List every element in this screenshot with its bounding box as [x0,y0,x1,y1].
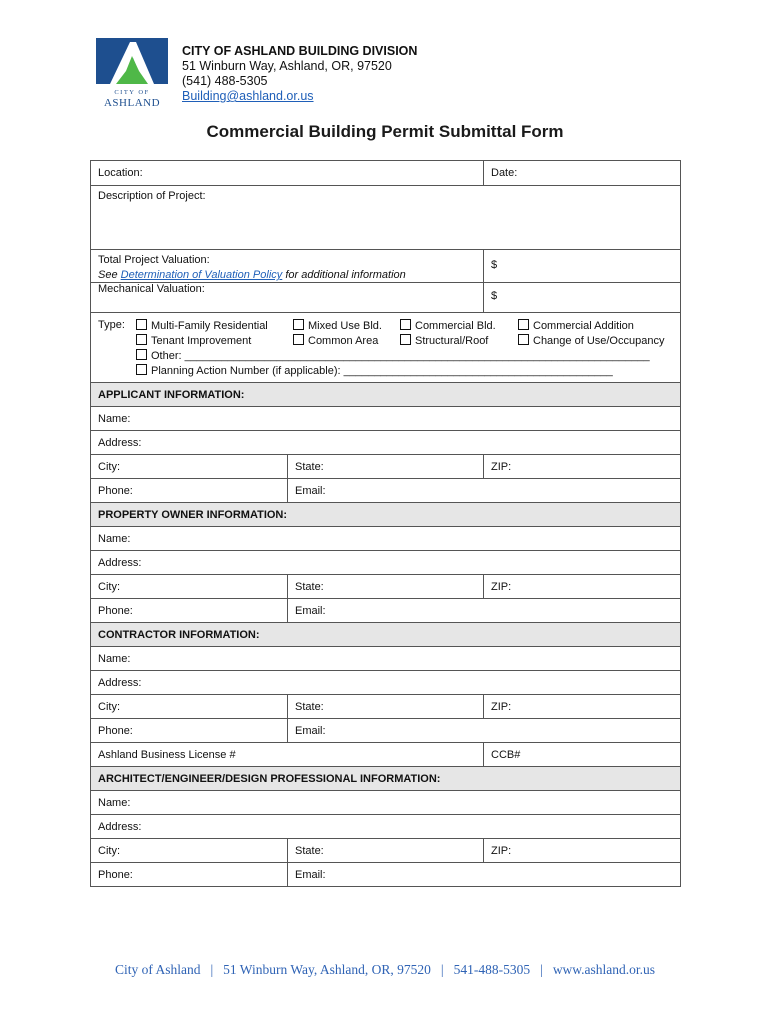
state-label: State: [295,701,324,713]
footer-website-link[interactable]: www.ashland.or.us [552,962,656,977]
city-label: City: [98,701,120,713]
state-field[interactable] [287,695,483,718]
checkbox[interactable] [518,334,529,345]
applicant-phone-row [91,479,680,503]
checkbox[interactable] [136,319,147,330]
zip-label: ZIP: [491,701,512,713]
address-label: Address: [98,437,142,449]
type-option-label: Tenant Improvement [151,335,252,347]
type-option-other[interactable] [136,349,650,362]
valuation-label: Total Project Valuation: [98,254,210,266]
valuation-field [91,250,483,282]
phone-label: Phone: [98,485,133,497]
planning-action-label: Planning Action Number (if applicable): ____________________________________________ [151,365,613,377]
business-license-label: Ashland Business License # [98,749,236,761]
section-owner [91,503,680,527]
type-option-commercial-addition[interactable] [518,319,634,332]
applicant-name-row[interactable] [91,407,680,431]
email-field[interactable] [287,863,680,886]
section-contractor-title: CONTRACTOR INFORMATION: [98,629,260,641]
section-applicant-title: APPLICANT INFORMATION: [98,389,245,401]
contractor-address-row[interactable] [91,671,680,695]
applicant-city-row [91,455,680,479]
phone-field[interactable] [91,599,287,622]
address-label: Address: [98,677,142,689]
org-address: 51 Winburn Way, Ashland, OR, 97520 [182,59,392,73]
ccb-label: CCB# [491,749,521,761]
architect-phone-row [91,863,680,887]
mechanical-amount-field[interactable] [483,283,680,312]
state-field[interactable] [287,839,483,862]
zip-field[interactable] [483,575,680,598]
zip-label: ZIP: [491,461,512,473]
footer-address: 51 Winburn Way, Ashland, OR, 97520 [223,962,431,977]
footer-separator: | [440,962,444,977]
zip-field[interactable] [483,455,680,478]
owner-city-row [91,575,680,599]
mechanical-field [91,283,483,312]
email-field[interactable] [287,479,680,502]
contractor-name-row[interactable] [91,647,680,671]
state-field[interactable] [287,455,483,478]
contractor-license-row [91,743,680,767]
zip-field[interactable] [483,839,680,862]
email-label: Email: [295,605,326,617]
city-label: City: [98,581,120,593]
checkbox[interactable] [136,364,147,375]
contractor-phone-row [91,719,680,743]
city-label: City: [98,845,120,857]
type-option-label: Commercial Bld. [415,320,496,332]
type-option-label: Commercial Addition [533,320,634,332]
permit-form [90,160,681,887]
architect-city-row [91,839,680,863]
checkbox[interactable] [293,319,304,330]
footer-phone: 541-488-5305 [453,962,531,977]
business-license-field[interactable] [91,743,483,766]
phone-field[interactable] [91,863,287,886]
checkbox[interactable] [400,319,411,330]
phone-field[interactable] [91,719,287,742]
city-field[interactable] [91,575,287,598]
architect-address-row[interactable] [91,815,680,839]
footer-city: City of Ashland [114,962,201,977]
letterhead [96,38,696,110]
location-field[interactable] [91,161,483,185]
type-row [91,313,680,383]
valuation-amount-field[interactable] [483,250,680,282]
email-label: Email: [295,485,326,497]
zip-label: ZIP: [491,845,512,857]
checkbox[interactable] [400,334,411,345]
description-field[interactable] [91,186,680,249]
type-option-label: Change of Use/Occupancy [533,335,665,347]
city-label: City: [98,461,120,473]
mechanical-label: Mechanical Valuation: [98,283,205,295]
state-label: State: [295,461,324,473]
email-field[interactable] [287,719,680,742]
org-email-link[interactable]: Building@ashland.or.us [182,89,314,103]
owner-name-row[interactable] [91,527,680,551]
name-label: Name: [98,413,131,425]
email-field[interactable] [287,599,680,622]
valuation-note-suffix: for additional information [282,269,406,281]
checkbox[interactable] [136,349,147,360]
checkbox[interactable] [518,319,529,330]
date-field[interactable] [483,161,680,185]
planning-action-field[interactable] [136,364,613,377]
type-option-change-of-use[interactable] [518,334,664,347]
phone-label: Phone: [98,869,133,881]
checkbox[interactable] [293,334,304,345]
location-row [91,161,680,186]
valuation-note-prefix: See [98,269,121,281]
mechanical-dollar: $ [491,290,498,302]
form-title: Commercial Building Permit Submittal Form [206,122,564,141]
type-option-tenant-improvement[interactable] [136,334,251,347]
section-architect-title: ARCHITECT/ENGINEER/DESIGN PROFESSIONAL INFORMATION: [98,773,441,785]
email-label: Email: [295,725,326,737]
section-architect [91,767,680,791]
valuation-dollar: $ [491,259,498,271]
architect-name-row[interactable] [91,791,680,815]
type-option-label: Multi-Family Residential [151,320,268,332]
owner-phone-row [91,599,680,623]
type-option-mixed-use[interactable] [293,319,382,332]
name-label: Name: [98,653,131,665]
state-label: State: [295,845,324,857]
applicant-address-row[interactable] [91,431,680,455]
city-of-ashland-logo [96,38,168,108]
type-option-label: Structural/Roof [415,335,489,347]
mechanical-row [91,283,680,313]
valuation-policy-link[interactable]: Determination of Valuation Policy [120,269,283,281]
phone-label: Phone: [98,725,133,737]
type-other-label: Other: ____________________________________________________________________________ [151,350,650,362]
logo-text-top: CITY OF [114,89,150,96]
checkbox[interactable] [136,334,147,345]
phone-label: Phone: [98,605,133,617]
zip-label: ZIP: [491,581,512,593]
type-option-multifamily[interactable] [136,319,268,332]
address-label: Address: [98,821,142,833]
contractor-city-row [91,695,680,719]
footer-separator: | [210,962,214,977]
type-option-label: Common Area [308,335,379,347]
ccb-field[interactable] [483,743,680,766]
city-field[interactable] [91,455,287,478]
date-label: Date: [491,167,518,179]
valuation-note [98,268,476,283]
section-contractor [91,623,680,647]
state-label: State: [295,581,324,593]
city-field[interactable] [91,839,287,862]
footer-separator: | [540,962,543,977]
valuation-row [91,250,680,283]
type-option-label: Mixed Use Bld. [308,320,382,332]
name-label: Name: [98,797,131,809]
section-applicant [91,383,680,407]
state-field[interactable] [287,575,483,598]
org-name: CITY OF ASHLAND BUILDING DIVISION [182,44,418,58]
city-field[interactable] [91,695,287,718]
page-footer [0,962,770,978]
location-label: Location: [98,167,143,179]
description-label: Description of Project: [98,190,206,202]
email-label: Email: [295,869,326,881]
section-owner-title: PROPERTY OWNER INFORMATION: [98,509,288,521]
address-label: Address: [98,557,142,569]
zip-field[interactable] [483,695,680,718]
type-option-common-area[interactable] [293,334,378,347]
description-row [91,186,680,250]
type-label: Type: [98,319,125,331]
logo-text-bottom: ASHLAND [103,97,161,108]
type-option-structural-roof[interactable] [400,334,488,347]
org-phone: (541) 488-5305 [182,74,268,88]
phone-field[interactable] [91,479,287,502]
owner-address-row[interactable] [91,551,680,575]
name-label: Name: [98,533,131,545]
type-option-commercial-bld[interactable] [400,319,496,332]
